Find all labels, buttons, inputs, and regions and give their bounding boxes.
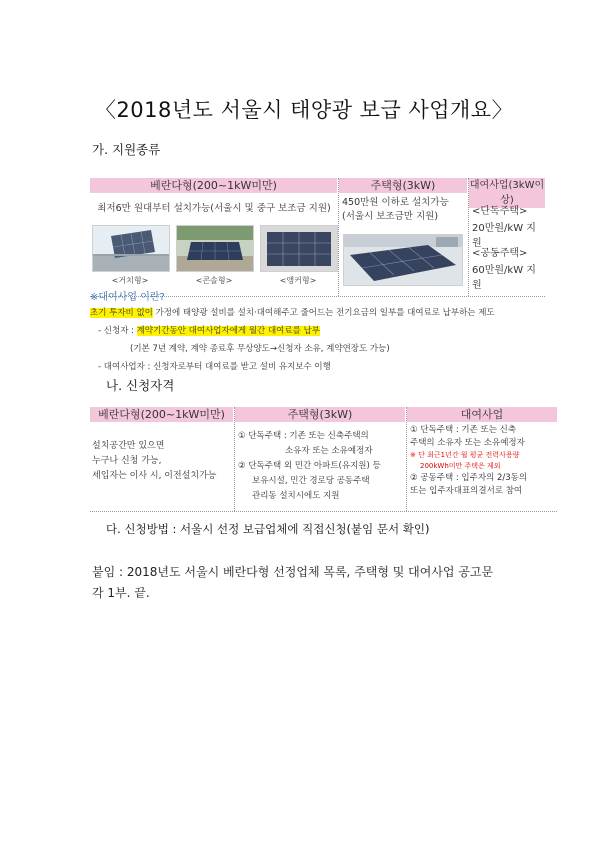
rental-note-line1: 초기 투자비 없이 가정에 태양광 설비를 설치·대여해주고 줄어드는 전기요금의 일부를 대여료로 납부하는 제도 bbox=[90, 308, 495, 318]
rental-note-highlight2: 계약기간동안 대여사업자에게 월간 대여료를 납부 bbox=[136, 326, 320, 336]
rental-note-line2: - 신청자 : 계약기간동안 대여사업자에게 월간 대여료를 납부 bbox=[98, 326, 320, 336]
caption-console: <콘솔형> bbox=[195, 276, 233, 285]
rental-note bbox=[90, 288, 560, 372]
balcony-panel-photo bbox=[92, 225, 170, 272]
header-b-rental: 대여사업 bbox=[407, 407, 557, 422]
header-house: 주택형(3kW) bbox=[339, 178, 467, 193]
rental-note-line3: (기본 7년 계약, 계약 종료후 무상양도→신청자 소유, 계약연장도 가능) bbox=[130, 344, 390, 354]
caption-balcony: <거치형> bbox=[111, 276, 149, 285]
attachment-line2: 각 1부. 끝. bbox=[92, 586, 150, 600]
header-b-veranda: 베란다형(200~1kW미만) bbox=[90, 407, 233, 422]
eligibility-rental: ① 단독주택 : 기존 또는 신축 주택의 소유자 또는 소유예정자 ※ 단 최근1년간 월 평균 전력사용량 200kWh미만 주택은 제외 ② 공동주택 : 입주자의 2/3동의 또는 입주자대표의결서로 참여 bbox=[410, 424, 556, 498]
rental-apartment-value: 60만원/kW 지원 bbox=[472, 265, 536, 291]
header-b-house: 주택형(3kW) bbox=[235, 407, 405, 422]
document-title: 〈2018년도 서울시 태양광 보급 사업개요〉 bbox=[94, 98, 514, 122]
section-b-heading: 나. 신청자격 bbox=[106, 378, 175, 393]
house-desc-line1: 450만원 이하로 설치가능 bbox=[342, 197, 449, 208]
rental-single-label: <단독주택> bbox=[472, 206, 528, 217]
rental-note-title: ※대여사업 이란? bbox=[90, 292, 165, 303]
rental-single-value: 20만원/kW 지원 bbox=[472, 223, 536, 249]
rental-note-highlight1: 초기 투자비 없이 bbox=[90, 308, 153, 318]
eligibility-house: ① 단독주택 : 기존 또는 신축주택의 소유자 또는 소유예정자 ② 단독주택 외 민간 아파트(유지원) 등 보유시설, 민간 경로당 공동주택 관리동 설치시에도 지원 bbox=[238, 431, 381, 501]
rooftop-panel-photo bbox=[343, 234, 463, 286]
rental-exclusion-note1: ※ 단 최근1년간 월 평균 전력사용량 bbox=[410, 451, 520, 459]
support-type-table bbox=[90, 178, 545, 296]
section-c-application-method: 다. 신청방법 : 서울시 선정 보급업체에 직접신청(붙임 문서 확인) bbox=[106, 522, 430, 536]
house-desc-line2: (서울시 보조금만 지원) bbox=[342, 211, 439, 222]
section-a-heading: 가. 지원종류 bbox=[92, 142, 161, 157]
caption-anchor: <앵커형> bbox=[279, 276, 317, 285]
anchor-panel-photo bbox=[260, 225, 338, 272]
rental-exclusion-note2: 200kWh미만 주택은 제외 bbox=[420, 462, 501, 470]
rental-note-line4: - 대여사업자 : 신청자로부터 대여료를 받고 설비 유지보수 이행 bbox=[98, 362, 331, 372]
console-panel-photo bbox=[176, 225, 254, 272]
eligibility-veranda: 설치공간만 있으면 누구나 신청 가능, 세입자는 이사 시, 이전설치가능 bbox=[92, 441, 217, 481]
eligibility-table bbox=[90, 407, 557, 511]
header-veranda: 베란다형(200~1kW미만) bbox=[90, 178, 337, 193]
veranda-description: 최저6만 원대부터 설치가능(서울시 및 중구 보조금 지원) bbox=[97, 203, 331, 214]
attachment-line1: 붙임 : 2018년도 서울시 베란다형 선정업체 목록, 주택형 및 대여사업 공고문 bbox=[92, 565, 494, 579]
rental-apartment-label: <공동주택> bbox=[472, 248, 528, 259]
header-rental: 대여사업(3kW이상) bbox=[469, 180, 545, 206]
